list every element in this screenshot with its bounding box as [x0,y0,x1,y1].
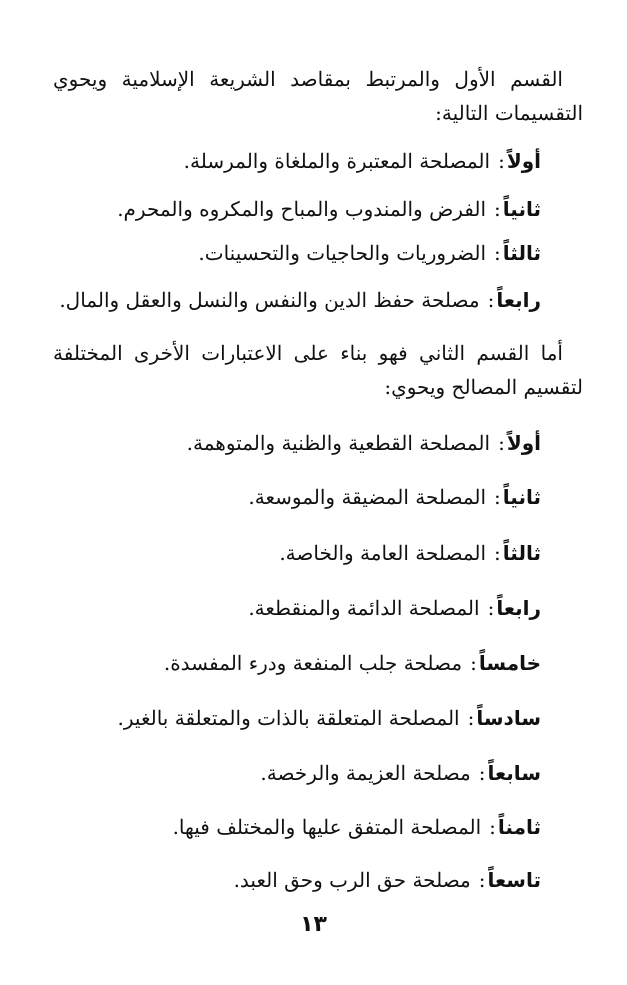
first-list-item-4: رابعاً:مصلحة حفظ الدين والنفس والنسل والعقل والمال. [59,288,541,312]
item-text: المصلحة الدائمة والمنقطعة. [248,596,480,620]
first-list-item-3: ثالثاً:الضروريات والحاجيات والتحسينات. [198,241,541,265]
item-ordinal: رابعاً [496,596,541,620]
second-list-item-8: ثامناً:المصلحة المتفق عليها والمختلف فيها. [172,815,541,839]
item-text: مصلحة العزيمة والرخصة. [260,761,471,785]
first-list-item-1: أولاً:المصلحة المعتبرة والملغاة والمرسلة. [183,149,541,173]
second-paragraph: أما القسم الثاني فهو بناء على الاعتبارات الأخرى المختلفة لتقسيم المصالح ويحوي: [53,341,583,399]
second-list-item-5: خامساً:مصلحة جلب المنفعة ودرء المفسدة. [163,651,541,675]
item-text: المصلحة القطعية والظنية والمتوهمة. [186,431,491,455]
second-list-item-2: ثانياً:المصلحة المضيقة والموسعة. [248,485,541,509]
second-list-item-9: تاسعاً:مصلحة حق الرب وحق العبد. [233,868,541,892]
second-list-item-1: أولاً:المصلحة القطعية والظنية والمتوهمة. [186,431,541,455]
page-number: ١٣ [300,912,327,937]
item-text: المصلحة المتفق عليها والمختلف فيها. [172,815,482,839]
item-ordinal: أولاً [506,149,541,173]
item-ordinal: تاسعاً [487,868,541,892]
item-ordinal: خامساً [478,651,541,675]
second-list-item-6: سادساً:المصلحة المتعلقة بالذات والمتعلقة بالغير. [117,706,541,730]
item-text: مصلحة جلب المنفعة ودرء المفسدة. [163,651,463,675]
first-list-item-2: ثانياً:الفرض والمندوب والمباح والمكروه والمحرم. [117,197,541,221]
item-ordinal: ثانياً [502,485,541,509]
item-text: مصلحة حفظ الدين والنفس والنسل والعقل والمال. [59,288,480,312]
item-ordinal: رابعاً [496,288,541,312]
item-ordinal: ثالثاً [502,541,541,565]
item-ordinal: ثالثاً [502,241,541,265]
item-text: مصلحة حق الرب وحق العبد. [233,868,471,892]
item-text: المصلحة المتعلقة بالذات والمتعلقة بالغير. [117,706,460,730]
intro-paragraph: القسم الأول والمرتبط بمقاصد الشريعة الإسلامية ويحوي التقسيمات التالية: [53,67,583,125]
item-text: المصلحة المعتبرة والملغاة والمرسلة. [183,149,491,173]
item-ordinal: سابعاً [487,761,541,785]
item-ordinal: ثانياً [502,197,541,221]
item-text: المصلحة المضيقة والموسعة. [248,485,487,509]
second-list-item-4: رابعاً:المصلحة الدائمة والمنقطعة. [248,596,541,620]
item-text: المصلحة العامة والخاصة. [279,541,487,565]
second-list-item-3: ثالثاً:المصلحة العامة والخاصة. [279,541,541,565]
item-ordinal: سادساً [476,706,541,730]
item-text: الضروريات والحاجيات والتحسينات. [198,241,487,265]
item-ordinal: أولاً [506,431,541,455]
second-list-item-7: سابعاً:مصلحة العزيمة والرخصة. [260,761,541,785]
item-text: الفرض والمندوب والمباح والمكروه والمحرم. [117,197,487,221]
item-ordinal: ثامناً [497,815,541,839]
